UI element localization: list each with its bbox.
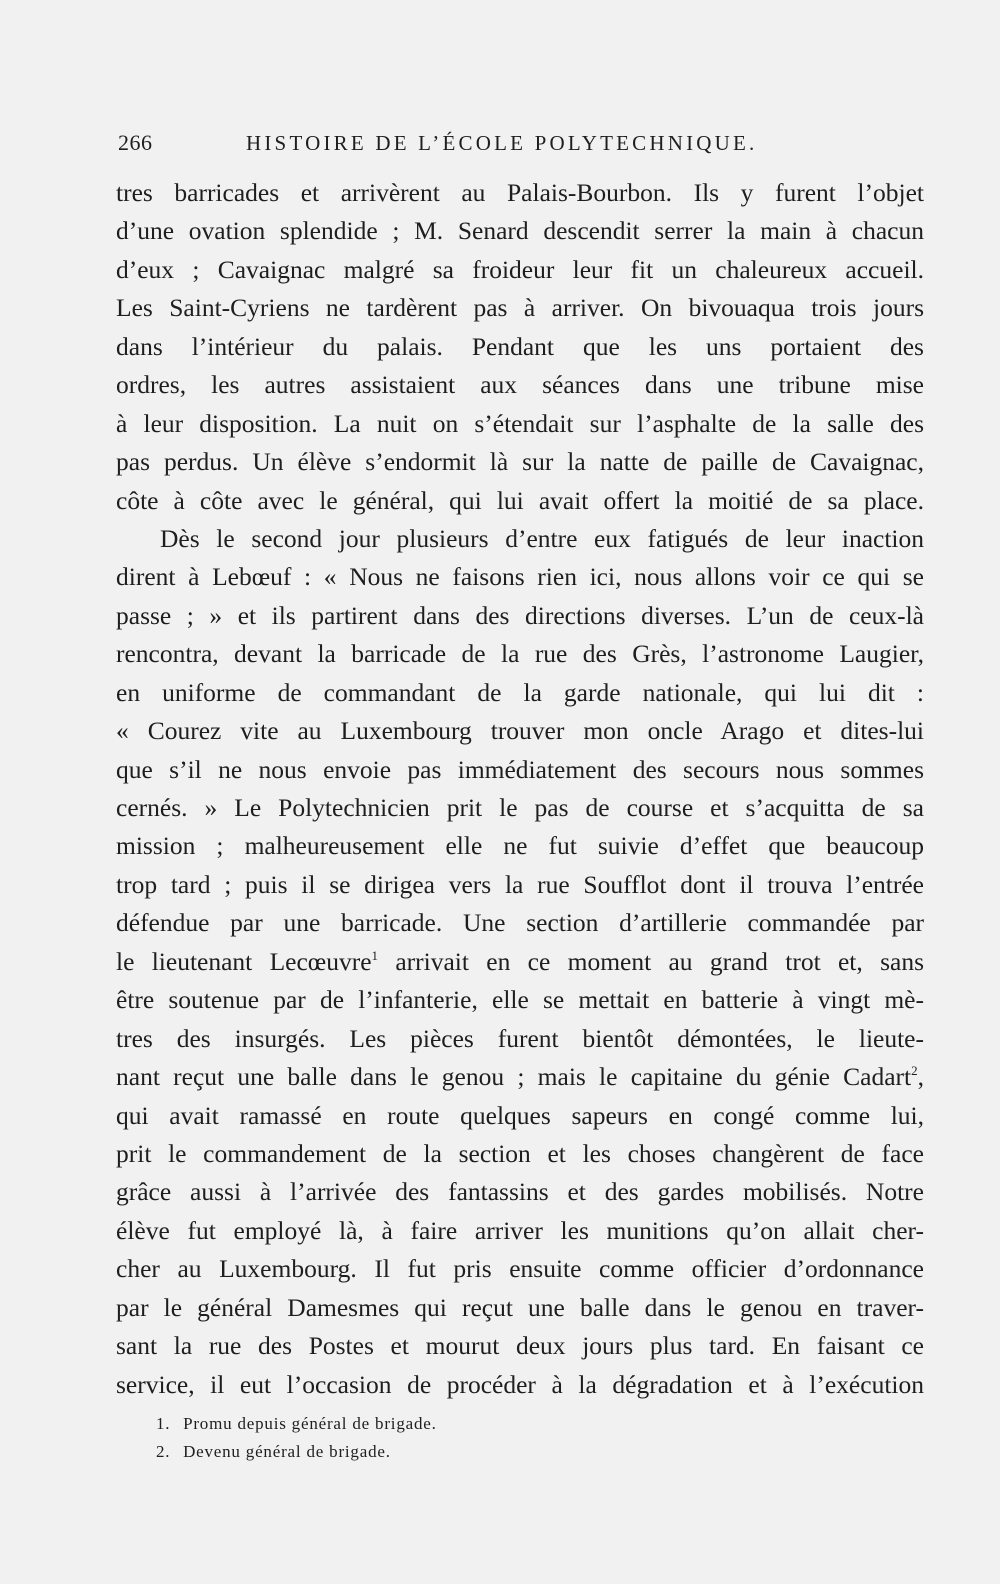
text-segment: le lieutenant Lecœuvre: [116, 946, 372, 976]
text-line: grâce aussi à l’arrivée des fantassins et des gardes mobilisés. Notre: [116, 1177, 924, 1207]
footnote-text: Devenu général de brigade.: [183, 1442, 391, 1461]
text-line: tres des insurgés. Les pièces furent bientôt démontées, le lieute-: [116, 1023, 924, 1053]
text-line: dans l’intérieur du palais. Pendant que les uns portaient des: [116, 331, 924, 361]
text-segment: arrivait en ce moment au grand trot et, sans: [378, 946, 924, 976]
text-line: mission ; malheureusement elle ne fut suivie d’effet que beaucoup: [116, 831, 924, 861]
running-title: HISTOIRE DE L’ÉCOLE POLYTECHNIQUE.: [246, 131, 758, 155]
text-line: sant la rue des Postes et mourut deux jours plus tard. En faisant ce: [116, 1331, 924, 1361]
page-number: 266: [118, 130, 153, 155]
text-line: pas perdus. Un élève s’endormit là sur la natte de paille de Cavaignac,: [116, 447, 924, 477]
text-line: cher au Luxembourg. Il fut pris ensuite comme officier d’ordonnance: [116, 1254, 924, 1284]
footnotes: [156, 1410, 916, 1466]
text-line: Les Saint-Cyriens ne tardèrent pas à arriver. On bivouaqua trois jours: [116, 293, 924, 323]
footnote-reference: 2: [911, 1063, 918, 1079]
text-line: trop tard ; puis il se dirigea vers la rue Soufflot dont il trouva l’entrée: [116, 869, 924, 899]
text-line-with-footnote: [116, 943, 924, 981]
page-header: [118, 128, 908, 168]
text-line: défendue par une barricade. Une section d’artillerie commandée par: [116, 908, 924, 938]
text-line: qui avait ramassé en route quelques sapeurs en congé comme lui,: [116, 1100, 924, 1130]
text-line: dirent à Lebœuf : « Nous ne faisons rien ici, nous allons voir ce qui se: [116, 562, 924, 592]
text-line-with-footnote: [116, 1058, 924, 1096]
footnote: [156, 1410, 916, 1438]
text-line: ordres, les autres assistaient aux séances dans une tribune mise: [116, 370, 924, 400]
footnote-text: Promu depuis général de brigade.: [183, 1414, 437, 1433]
text-line: rencontra, devant la barricade de la rue des Grès, l’astronome Laugier,: [116, 639, 924, 669]
text-segment: ,: [917, 1062, 924, 1092]
text-line: d’une ovation splendide ; M. Senard descendit serrer la main à chacun: [116, 216, 924, 246]
text-line: prit le commandement de la section et les choses changèrent de face: [116, 1138, 924, 1168]
text-line: côte à côte avec le général, qui lui avait offert la moitié de sa place.: [116, 485, 924, 515]
text-line: service, il eut l’occasion de procéder à la dégradation et à l’exécution: [116, 1369, 924, 1399]
text-line: à leur disposition. La nuit on s’étendait sur l’asphalte de la salle des: [116, 408, 924, 438]
text-line: être soutenue par de l’infanterie, elle se mettait en batterie à vingt mè-: [116, 985, 924, 1015]
text-line: d’eux ; Cavaignac malgré sa froideur leur fit un chaleureux accueil.: [116, 254, 924, 284]
text-line: passe ; » et ils partirent dans des directions diverses. L’un de ceux-là: [116, 600, 924, 630]
text-line: tres barricades et arrivèrent au Palais-Bourbon. Ils y furent l’objet: [116, 178, 924, 207]
text-line: cernés. » Le Polytechnicien prit le pas de course et s’acquitta de sa: [116, 793, 924, 822]
footnote: [156, 1438, 916, 1466]
footnote-reference: 1: [371, 947, 379, 963]
text-segment: nant reçut une balle dans le genou ; mais le capitaine du génie Cadart: [116, 1062, 912, 1092]
text-line: par le général Damesmes qui reçut une balle dans le genou en traver-: [116, 1292, 924, 1322]
text-line: « Courez vite au Luxembourg trouver mon oncle Arago et dites-lui: [116, 716, 924, 746]
text-line: que s’il ne nous envoie pas immédiatement des secours nous sommes: [116, 754, 924, 784]
text-line: en uniforme de commandant de la garde nationale, qui lui dit :: [116, 677, 924, 707]
body-text: [116, 174, 924, 1404]
footnote-number: 1.: [156, 1414, 171, 1433]
text-line: élève fut employé là, à faire arriver les munitions qu’on allait cher-: [116, 1215, 924, 1245]
text-line-paragraph-start: Dès le second jour plusieurs d’entre eux fatigués de leur inaction: [160, 523, 924, 553]
footnote-number: 2.: [156, 1442, 171, 1461]
